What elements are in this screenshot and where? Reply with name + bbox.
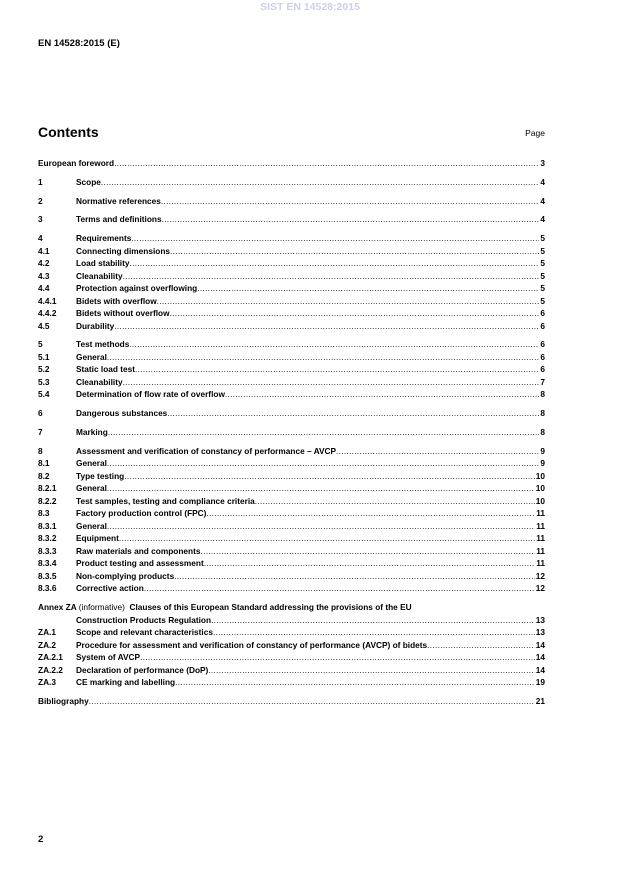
entry-page: 11 (536, 558, 545, 569)
entry-number: 6 (38, 408, 43, 419)
dot-leader (129, 338, 539, 351)
toc-entry[interactable] (38, 307, 545, 320)
toc-entry[interactable] (38, 245, 545, 258)
dot-leader (124, 470, 535, 483)
toc-group (38, 157, 545, 170)
entry-number: 5.2 (38, 364, 50, 375)
dot-leader (162, 213, 540, 226)
entry-page: 10 (535, 495, 545, 506)
dot-leader (208, 664, 534, 677)
toc-entry[interactable] (38, 351, 545, 364)
entry-number: ZA.2.1 (38, 652, 63, 663)
entry-page: 5 (540, 295, 545, 306)
entry-title: Bidets without overflow (76, 308, 170, 319)
entry-title: Equipment (76, 533, 119, 544)
entry-page: 14 (535, 639, 545, 650)
entry-number: 8.3 (38, 508, 50, 519)
document-header: EN 14528:2015 (E) (38, 38, 120, 49)
toc-group (38, 426, 545, 439)
toc-entry[interactable] (38, 507, 545, 520)
entry-page: 8 (540, 427, 545, 438)
toc-group (38, 407, 545, 420)
toc-entry[interactable] (38, 157, 545, 170)
entry-page: 12 (535, 583, 545, 594)
entry-page: 14 (535, 664, 545, 675)
annex-label: Annex ZA (38, 602, 77, 613)
entry-page: 5 (540, 270, 545, 281)
entry-page: 9 (540, 445, 545, 456)
entry-number: 4.2 (38, 258, 50, 269)
annex-qualifier: (informative) (78, 602, 125, 613)
entry-title: Factory production control (FPC) (76, 508, 207, 519)
dot-leader (123, 270, 540, 283)
entry-number: 8.2.1 (38, 483, 57, 494)
toc-entry[interactable] (38, 338, 545, 351)
dot-leader (204, 557, 536, 570)
dot-leader (206, 507, 535, 520)
entry-number: 8.3.6 (38, 583, 57, 594)
entry-title: Corrective action (76, 583, 144, 594)
entry-title: Dangerous substances (76, 408, 168, 419)
entry-page: 12 (535, 570, 545, 581)
entry-number: ZA.2 (38, 639, 56, 650)
toc-entry[interactable] (38, 651, 545, 664)
annex-title-cont: Construction Products Regulation (76, 614, 212, 625)
toc-entry[interactable] (38, 582, 545, 595)
dot-leader (107, 351, 539, 364)
entry-title: Type testing (76, 470, 125, 481)
entry-title: Raw materials and components (76, 545, 201, 556)
toc-entry[interactable] (38, 445, 545, 458)
entry-page: 11 (536, 533, 545, 544)
entry-page: 6 (540, 364, 545, 375)
entry-page: 21 (535, 695, 545, 706)
entry-title: Connecting dimensions (76, 245, 171, 256)
entry-page: 4 (540, 214, 545, 225)
entry-number: 8.3.2 (38, 533, 57, 544)
entry-title: Terms and definitions (76, 214, 162, 225)
entry-number: ZA.3 (38, 677, 56, 688)
page-column-label: Page (525, 128, 545, 138)
entry-number: 7 (38, 427, 43, 438)
toc-entry[interactable] (38, 363, 545, 376)
toc-group (38, 195, 545, 208)
entry-number: 4.4 (38, 283, 50, 294)
entry-number: 1 (38, 176, 43, 187)
dot-leader (108, 426, 540, 439)
toc-entry[interactable] (38, 213, 545, 226)
entry-page: 14 (535, 652, 545, 663)
entry-page: 10 (535, 483, 545, 494)
entry-title: Test methods (76, 339, 130, 350)
dot-leader (101, 176, 539, 189)
page-number: 2 (38, 834, 44, 845)
entry-page: 13 (535, 614, 545, 625)
toc-entry-bibliography[interactable] (38, 695, 545, 708)
entry-title: Test samples, testing and compliance criteria (76, 495, 255, 506)
toc-entry[interactable] (38, 270, 545, 283)
entry-number: 4.4.2 (38, 308, 57, 319)
toc-entry[interactable] (38, 282, 545, 295)
entry-page: 19 (535, 677, 545, 688)
dot-leader (225, 388, 539, 401)
toc-entry[interactable] (38, 176, 545, 189)
toc-entry[interactable] (38, 457, 545, 470)
entry-page: 9 (540, 458, 545, 469)
dot-leader (336, 445, 539, 458)
toc-entry[interactable] (38, 639, 545, 652)
entry-page: 4 (540, 195, 545, 206)
entry-title: Assessment and verification of constancy of performance – AVCP (76, 445, 337, 456)
entry-page: 4 (540, 176, 545, 187)
entry-page: 8 (540, 408, 545, 419)
entry-number: 8.3.4 (38, 558, 57, 569)
entry-title: CE marking and labelling (76, 677, 176, 688)
dot-leader (255, 495, 535, 508)
entry-title: Procedure for assessment and verification of constancy of performance (AVCP) of bidets (76, 639, 428, 650)
dot-leader (114, 157, 539, 170)
toc-entry-annex[interactable] (38, 601, 545, 614)
entry-page: 6 (540, 308, 545, 319)
toc-entry[interactable] (38, 664, 545, 677)
dot-leader (197, 282, 539, 295)
toc-group (38, 213, 545, 226)
toc-entry[interactable] (38, 495, 545, 508)
toc-entry[interactable] (38, 232, 545, 245)
entry-number: 2 (38, 195, 43, 206)
entry-page: 5 (540, 258, 545, 269)
entry-title: Cleanability (76, 270, 123, 281)
entry-title: Load stability (76, 258, 130, 269)
entry-number: 5 (38, 339, 43, 350)
toc-entry[interactable] (38, 426, 545, 439)
entry-number: 3 (38, 214, 43, 225)
dot-leader (170, 245, 539, 258)
entry-page: 11 (536, 545, 545, 556)
toc-entry[interactable] (38, 295, 545, 308)
entry-page: 11 (536, 508, 545, 519)
entry-title: Requirements (76, 233, 132, 244)
entry-number: ZA.2.2 (38, 664, 63, 675)
toc-group (38, 176, 545, 189)
toc-group (38, 232, 545, 332)
entry-page: 5 (540, 283, 545, 294)
entry-number: 4 (38, 233, 43, 244)
toc-entry-annex-cont[interactable] (38, 614, 545, 627)
dot-leader (135, 363, 539, 376)
entry-title: Normative references (76, 195, 161, 206)
dot-leader (144, 582, 535, 595)
entry-title: Static load test (76, 364, 136, 375)
entry-number: 8 (38, 445, 43, 456)
entry-title: Declaration of performance (DoP) (76, 664, 209, 675)
entry-number: 5.4 (38, 389, 50, 400)
toc-entry[interactable] (38, 482, 545, 495)
entry-page: 11 (536, 520, 545, 531)
dot-leader (175, 676, 535, 689)
toc-entry[interactable] (38, 532, 545, 545)
entry-title: Scope (76, 176, 101, 187)
watermark: SIST EN 14528:2015 (260, 1, 360, 13)
entry-page: 7 (540, 376, 545, 387)
dot-leader (123, 376, 540, 389)
toc-group (38, 338, 545, 401)
entry-title: European foreword (38, 158, 115, 168)
dot-leader (201, 545, 536, 558)
toc-entry[interactable] (38, 570, 545, 583)
entry-title: Non-complying products (76, 570, 175, 581)
dot-leader (119, 532, 535, 545)
dot-leader (157, 295, 540, 308)
entry-title: Bidets with overflow (76, 295, 157, 306)
dot-leader (89, 695, 535, 708)
entry-title: Scope and relevant characteristics (76, 627, 213, 638)
annex-title: Clauses of this European Standard addressing the provisions of the EU (129, 602, 412, 613)
entry-page: 5 (540, 245, 545, 256)
entry-title: Marking (76, 427, 108, 438)
toc-entry[interactable] (38, 545, 545, 558)
dot-leader (107, 482, 535, 495)
entry-number: 4.5 (38, 320, 50, 331)
dot-leader (107, 520, 535, 533)
entry-number: 4.4.1 (38, 295, 57, 306)
entry-page: 6 (540, 339, 545, 350)
annex-group (38, 601, 545, 689)
entry-title: Determination of flow rate of overflow (76, 389, 225, 400)
entry-page: 5 (540, 233, 545, 244)
toc-entry[interactable] (38, 195, 545, 208)
entry-number: 8.3.5 (38, 570, 57, 581)
dot-leader (140, 651, 535, 664)
entry-title: Product testing and assessment (76, 558, 204, 569)
entry-number: 5.3 (38, 376, 50, 387)
entry-title: General (76, 483, 107, 494)
toc-entry[interactable] (38, 388, 545, 401)
entry-number: 8.1 (38, 458, 50, 469)
toc-entry[interactable] (38, 557, 545, 570)
entry-title: General (76, 351, 107, 362)
dot-leader (174, 570, 535, 583)
toc-entry[interactable] (38, 676, 545, 689)
dot-leader (131, 232, 539, 245)
entry-number: 5.1 (38, 351, 50, 362)
toc-entry[interactable] (38, 320, 545, 333)
dot-leader (161, 195, 540, 208)
entry-title: Bibliography (38, 695, 89, 706)
table-of-contents (38, 157, 545, 714)
entry-page: 10 (535, 470, 545, 481)
entry-number: 8.3.3 (38, 545, 57, 556)
entry-title: Cleanability (76, 376, 123, 387)
dot-leader (427, 639, 535, 652)
entry-title: General (76, 458, 107, 469)
entry-page: 6 (540, 320, 545, 331)
entry-number: 8.2 (38, 470, 50, 481)
dot-leader (167, 407, 539, 420)
toc-entry[interactable] (38, 520, 545, 533)
entry-title: Durability (76, 320, 115, 331)
dot-leader (211, 614, 535, 627)
toc-entry[interactable] (38, 376, 545, 389)
entry-number: 8.2.2 (38, 495, 57, 506)
entry-page: 3 (540, 158, 545, 168)
toc-group (38, 445, 545, 595)
entry-page: 13 (535, 627, 545, 638)
entry-title: Protection against overflowing (76, 283, 198, 294)
entry-title: System of AVCP (76, 652, 141, 663)
entry-title: General (76, 520, 107, 531)
entry-page: 8 (540, 389, 545, 400)
dot-leader (213, 626, 535, 639)
toc-entry[interactable] (38, 257, 545, 270)
dot-leader (129, 257, 539, 270)
page-title: Contents (38, 124, 99, 140)
toc-entry[interactable] (38, 626, 545, 639)
dot-leader (170, 307, 540, 320)
entry-page: 6 (540, 351, 545, 362)
entry-number: 4.3 (38, 270, 50, 281)
dot-leader (114, 320, 539, 333)
entry-number: 8.3.1 (38, 520, 57, 531)
toc-entry[interactable] (38, 470, 545, 483)
dot-leader (107, 457, 539, 470)
toc-entry[interactable] (38, 407, 545, 420)
entry-number: 4.1 (38, 245, 50, 256)
entry-number: ZA.1 (38, 627, 56, 638)
